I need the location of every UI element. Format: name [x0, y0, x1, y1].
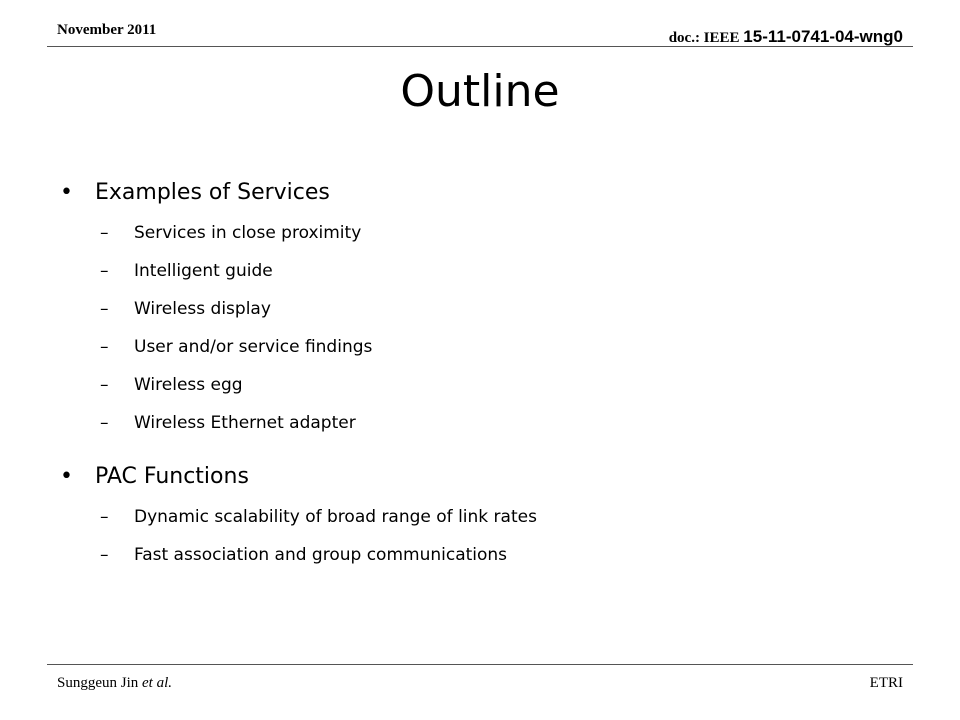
outline-item [60, 366, 920, 404]
footer-org: ETRI [869, 675, 903, 691]
outline-item [60, 536, 920, 574]
outline-item [60, 214, 920, 252]
dash-marker: – [100, 375, 109, 395]
dash-marker: – [100, 223, 109, 243]
item-label: Wireless display [134, 299, 271, 319]
dash-marker: – [100, 507, 109, 527]
outline-section-pac [60, 456, 920, 498]
outline-list [60, 172, 920, 574]
section-gap [60, 442, 920, 456]
header-divider [47, 46, 913, 47]
bullet-marker: • [60, 180, 73, 205]
item-label: Services in close proximity [134, 223, 362, 243]
dash-marker: – [100, 413, 109, 433]
dash-marker: – [100, 337, 109, 357]
dash-marker: – [100, 299, 109, 319]
outline-item [60, 328, 920, 366]
item-label: User and/or service findings [134, 337, 373, 357]
header-date: November 2011 [57, 22, 157, 38]
footer-author [57, 675, 172, 692]
outline-item [60, 252, 920, 290]
outline-item [60, 290, 920, 328]
item-label: Fast association and group communications [134, 545, 508, 565]
outline-item [60, 404, 920, 442]
slide-title: Outline [400, 66, 560, 117]
doc-number: 15-11-0741-04-wng0 [743, 27, 903, 46]
footer-divider [47, 664, 913, 665]
item-label: Intelligent guide [134, 261, 273, 281]
dash-marker: – [100, 261, 109, 281]
item-label: Wireless Ethernet adapter [134, 413, 356, 433]
doc-prefix: doc.: IEEE [668, 30, 744, 46]
section-label: PAC Functions [95, 464, 249, 489]
item-label: Dynamic scalability of broad range of link rates [134, 507, 537, 527]
author-name: Sunggeun Jin [57, 675, 143, 691]
author-suffix: et al. [142, 675, 173, 691]
item-label: Wireless egg [134, 375, 243, 395]
header-doc-id [669, 27, 903, 47]
bullet-marker: • [60, 464, 73, 489]
outline-section-services [60, 172, 920, 214]
section-label: Examples of Services [95, 180, 330, 205]
dash-marker: – [100, 545, 109, 565]
outline-item [60, 498, 920, 536]
